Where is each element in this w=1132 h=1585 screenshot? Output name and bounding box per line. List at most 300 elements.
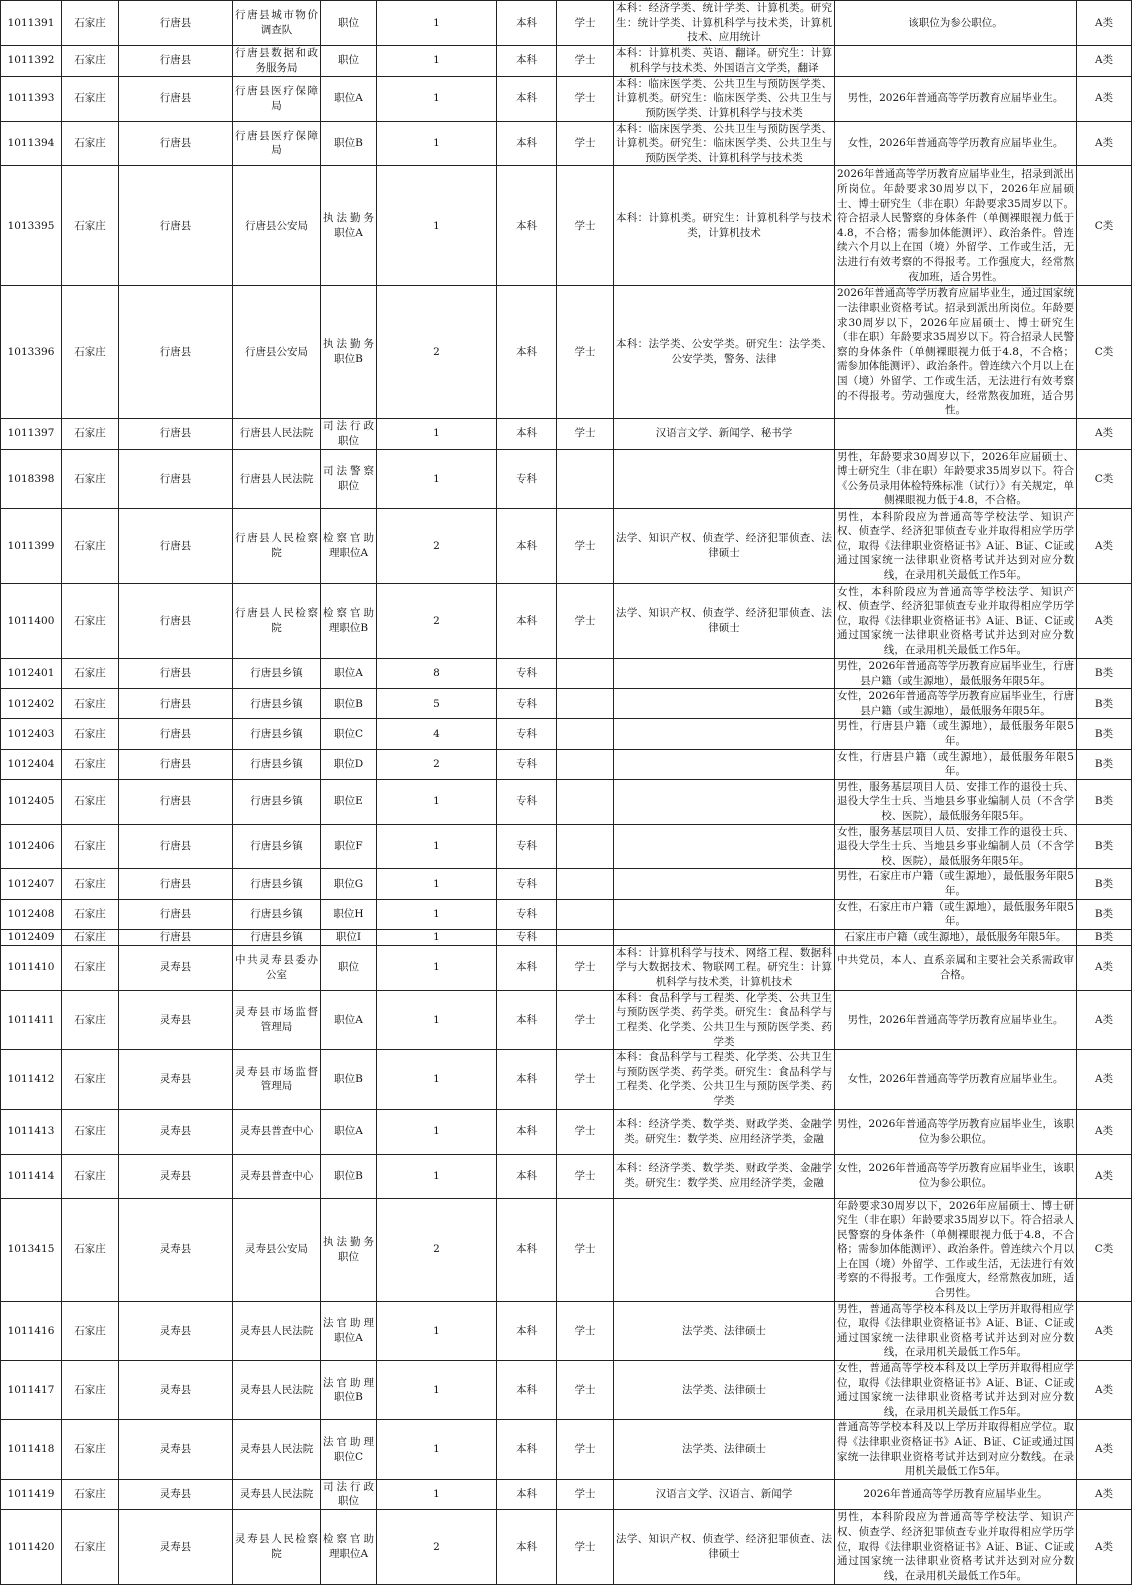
cell-education: 本科: [497, 945, 557, 990]
cell-position-code: 1011412: [1, 1050, 62, 1109]
cell-hiring-unit: 行唐县乡镇: [233, 869, 321, 899]
cell-degree: [557, 929, 614, 945]
cell-position-code: 1011391: [1, 1, 62, 46]
cell-headcount: 1: [377, 418, 497, 449]
cell-major: [614, 869, 835, 899]
table-row: [1, 121, 1132, 166]
cell-city: 石家庄: [62, 1509, 119, 1584]
cell-county: 灵寿县: [119, 1198, 233, 1301]
cell-city: 石家庄: [62, 418, 119, 449]
cell-headcount: 2: [377, 509, 497, 584]
cell-notes: 男性，2026年普通高等学历教育应届毕业生，该职位为参公职位。: [835, 1109, 1077, 1154]
cell-exam-category: B类: [1077, 719, 1132, 749]
table-row: [1, 1301, 1132, 1360]
cell-education: 专科: [497, 719, 557, 749]
cell-county: 灵寿县: [119, 1109, 233, 1154]
cell-exam-category: A类: [1077, 584, 1132, 659]
cell-headcount: 1: [377, 779, 497, 824]
cell-degree: [557, 749, 614, 779]
cell-notes: [835, 418, 1077, 449]
cell-education: 本科: [497, 166, 557, 286]
cell-hiring-unit: 行唐县乡镇: [233, 929, 321, 945]
cell-degree: 学士: [557, 1050, 614, 1109]
cell-headcount: 1: [377, 1420, 497, 1479]
cell-exam-category: A类: [1077, 1050, 1132, 1109]
cell-degree: 学士: [557, 121, 614, 166]
cell-position-name: 职位C: [321, 719, 377, 749]
cell-exam-category: A类: [1077, 1109, 1132, 1154]
cell-exam-category: B类: [1077, 689, 1132, 719]
table-row: [1, 449, 1132, 508]
cell-notes: 普通高等学校本科及以上学历并取得相应学位。取得《法律职业资格证书》A证、B证、C证或通过国家统一法律职业资格考试并达到对应分数线。在录用机关最低工作5年。: [835, 1420, 1077, 1479]
cell-headcount: 1: [377, 1154, 497, 1198]
cell-hiring-unit: 行唐县公安局: [233, 286, 321, 418]
cell-degree: [557, 779, 614, 824]
cell-exam-category: A类: [1077, 990, 1132, 1049]
cell-position-name: 检察官助理职位A: [321, 509, 377, 584]
cell-hiring-unit: 灵寿县市场监督管理局: [233, 990, 321, 1049]
cell-city: 石家庄: [62, 449, 119, 508]
cell-degree: 学士: [557, 990, 614, 1049]
table-row: [1, 76, 1132, 121]
cell-notes: 女性，2026年普通高等学历教育应届毕业生。: [835, 121, 1077, 166]
cell-degree: [557, 899, 614, 929]
cell-position-code: 1013396: [1, 286, 62, 418]
cell-hiring-unit: 行唐县数据和政务服务局: [233, 45, 321, 76]
cell-notes: 2026年普通高等学历教育应届毕业生。: [835, 1479, 1077, 1509]
cell-city: 石家庄: [62, 824, 119, 869]
cell-position-code: 1011411: [1, 990, 62, 1049]
cell-hiring-unit: 行唐县乡镇: [233, 719, 321, 749]
cell-exam-category: B类: [1077, 824, 1132, 869]
cell-major: 本科：食品科学与工程类、化学类、公共卫生与预防医学类、药学类。研究生：食品科学与工程类、化学类、公共卫生与预防医学类、药学类: [614, 1050, 835, 1109]
cell-headcount: 1: [377, 45, 497, 76]
cell-headcount: 8: [377, 659, 497, 689]
cell-hiring-unit: 灵寿县市场监督管理局: [233, 1050, 321, 1109]
table-row: [1, 749, 1132, 779]
cell-city: 石家庄: [62, 1301, 119, 1360]
cell-degree: 学士: [557, 584, 614, 659]
cell-city: 石家庄: [62, 869, 119, 899]
cell-city: 石家庄: [62, 1, 119, 46]
cell-major: 本科：经济学类、数学类、财政学类、金融学类。研究生：数学类、应用经济学类，金融: [614, 1109, 835, 1154]
table-row: [1, 719, 1132, 749]
cell-major: 法学类、法律硕士: [614, 1420, 835, 1479]
cell-position-name: 职位B: [321, 689, 377, 719]
cell-position-name: 职位A: [321, 990, 377, 1049]
cell-city: 石家庄: [62, 1154, 119, 1198]
cell-county: 行唐县: [119, 584, 233, 659]
cell-city: 石家庄: [62, 689, 119, 719]
cell-degree: [557, 824, 614, 869]
cell-degree: 学士: [557, 1420, 614, 1479]
cell-position-name: 司法行政职位: [321, 418, 377, 449]
cell-major: 汉语言文学、新闻学、秘书学: [614, 418, 835, 449]
cell-hiring-unit: 灵寿县人民法院: [233, 1301, 321, 1360]
cell-position-code: 1013395: [1, 166, 62, 286]
cell-hiring-unit: 中共灵寿县委办公室: [233, 945, 321, 990]
cell-hiring-unit: 灵寿县人民法院: [233, 1479, 321, 1509]
cell-notes: 男性，2026年普通高等学历教育应届毕业生。: [835, 990, 1077, 1049]
table-row: [1, 990, 1132, 1049]
cell-city: 石家庄: [62, 749, 119, 779]
cell-education: 本科: [497, 584, 557, 659]
cell-hiring-unit: 行唐县医疗保障局: [233, 76, 321, 121]
cell-position-name: 职位A: [321, 76, 377, 121]
table-row: [1, 824, 1132, 869]
cell-county: 行唐县: [119, 689, 233, 719]
cell-major: [614, 929, 835, 945]
cell-degree: 学士: [557, 1361, 614, 1420]
table-row: [1, 779, 1132, 824]
cell-headcount: 1: [377, 1301, 497, 1360]
cell-position-code: 1011393: [1, 76, 62, 121]
cell-major: 本科：计算机类、英语、翻译。研究生：计算机科学与技术类、外国语言文学类，翻译: [614, 45, 835, 76]
cell-city: 石家庄: [62, 1361, 119, 1420]
table-row: [1, 45, 1132, 76]
cell-position-name: 职位D: [321, 749, 377, 779]
cell-notes: 女性，普通高等学校本科及以上学历并取得相应学位，取得《法律职业资格证书》A证、B证、C证或通过国家统一法律职业资格考试并达到对应分数线，在录用机关最低工作5年。: [835, 1361, 1077, 1420]
cell-position-name: 法官助理职位C: [321, 1420, 377, 1479]
cell-education: 本科: [497, 1154, 557, 1198]
cell-county: 行唐县: [119, 121, 233, 166]
table-row: [1, 929, 1132, 945]
table-row: [1, 945, 1132, 990]
cell-county: 行唐县: [119, 719, 233, 749]
cell-position-name: 职位B: [321, 1050, 377, 1109]
cell-notes: 男性，年龄要求30周岁以下，2026年应届硕士、博士研究生（非在职）年龄要求35周岁以下。符合《公务员录用体检特殊标准（试行）》有关规定，单侧裸眼视力低于4.8，不合格。: [835, 449, 1077, 508]
cell-position-name: 执法勤务职位: [321, 1198, 377, 1301]
cell-county: 行唐县: [119, 659, 233, 689]
cell-headcount: 2: [377, 286, 497, 418]
cell-exam-category: A类: [1077, 1, 1132, 46]
cell-city: 石家庄: [62, 1109, 119, 1154]
cell-position-code: 1012403: [1, 719, 62, 749]
cell-city: 石家庄: [62, 286, 119, 418]
cell-position-code: 1011419: [1, 1479, 62, 1509]
cell-hiring-unit: 行唐县乡镇: [233, 659, 321, 689]
cell-exam-category: C类: [1077, 449, 1132, 508]
cell-major: [614, 659, 835, 689]
cell-position-name: 职位: [321, 45, 377, 76]
cell-major: [614, 689, 835, 719]
cell-headcount: 1: [377, 166, 497, 286]
cell-position-code: 1011413: [1, 1109, 62, 1154]
table-row: [1, 899, 1132, 929]
cell-education: 专科: [497, 869, 557, 899]
table-row: [1, 1, 1132, 46]
cell-major: [614, 1198, 835, 1301]
cell-position-code: 1013415: [1, 1198, 62, 1301]
cell-degree: 学士: [557, 1479, 614, 1509]
cell-exam-category: C类: [1077, 286, 1132, 418]
cell-headcount: 1: [377, 76, 497, 121]
cell-position-name: 执法勤务职位B: [321, 286, 377, 418]
cell-county: 灵寿县: [119, 1479, 233, 1509]
cell-position-name: 法官助理职位B: [321, 1361, 377, 1420]
cell-degree: 学士: [557, 509, 614, 584]
cell-position-name: 职位H: [321, 899, 377, 929]
table-row: [1, 1198, 1132, 1301]
table-row: [1, 1361, 1132, 1420]
cell-education: 本科: [497, 286, 557, 418]
cell-major: 本科：临床医学类、公共卫生与预防医学类、计算机类。研究生：临床医学类、公共卫生与预防医学类、计算机科学与技术类: [614, 121, 835, 166]
cell-degree: [557, 869, 614, 899]
table-row: [1, 1509, 1132, 1584]
cell-major: 汉语言文学、汉语言、新闻学: [614, 1479, 835, 1509]
cell-hiring-unit: 行唐县人民法院: [233, 449, 321, 508]
cell-major: 本科：计算机科学与技术、网络工程、数据科学与大数据技术、物联网工程。研究生：计算机科学与技术类，计算机技术: [614, 945, 835, 990]
cell-position-code: 1012408: [1, 899, 62, 929]
cell-major: 本科：计算机类。研究生：计算机科学与技术类，计算机技术: [614, 166, 835, 286]
cell-exam-category: B类: [1077, 929, 1132, 945]
cell-position-code: 1011414: [1, 1154, 62, 1198]
cell-city: 石家庄: [62, 1198, 119, 1301]
cell-city: 石家庄: [62, 899, 119, 929]
cell-city: 石家庄: [62, 45, 119, 76]
table-row: [1, 659, 1132, 689]
cell-education: 本科: [497, 1050, 557, 1109]
cell-position-code: 1011392: [1, 45, 62, 76]
cell-headcount: 1: [377, 1050, 497, 1109]
cell-major: 本科：经济学类、统计学类、计算机类。研究生：统计学类、计算机科学与技术类，计算机技术、应用统计: [614, 1, 835, 46]
cell-headcount: 1: [377, 121, 497, 166]
cell-notes: 年龄要求30周岁以下，2026年应届硕士、博士研究生（非在职）年龄要求35周岁以下。符合招录人民警察的身体条件（单侧裸眼视力低于4.8，不合格；需参加体能测评）、政治条件。曾连续六个月以上在国（境）外留学、工作或生活，无法进行有效考察的不得报考。工作强度大，经常熬夜加班，适合男性。: [835, 1198, 1077, 1301]
cell-major: [614, 449, 835, 508]
cell-education: 本科: [497, 76, 557, 121]
table-row: [1, 166, 1132, 286]
cell-major: 本科：经济学类、数学类、财政学类、金融学类。研究生：数学类、应用经济学类，金融: [614, 1154, 835, 1198]
cell-major: 法学、知识产权、侦查学、经济犯罪侦查、法律硕士: [614, 584, 835, 659]
table-row: [1, 1479, 1132, 1509]
cell-exam-category: A类: [1077, 418, 1132, 449]
cell-major: 法学类、法律硕士: [614, 1361, 835, 1420]
table-row: [1, 1109, 1132, 1154]
table-row: [1, 584, 1132, 659]
cell-education: 专科: [497, 689, 557, 719]
cell-city: 石家庄: [62, 1420, 119, 1479]
cell-county: 行唐县: [119, 869, 233, 899]
cell-exam-category: B类: [1077, 899, 1132, 929]
cell-education: 本科: [497, 1198, 557, 1301]
cell-education: 本科: [497, 1509, 557, 1584]
cell-position-name: 职位B: [321, 121, 377, 166]
cell-degree: 学士: [557, 1509, 614, 1584]
cell-exam-category: B类: [1077, 659, 1132, 689]
cell-hiring-unit: 行唐县乡镇: [233, 689, 321, 719]
cell-exam-category: A类: [1077, 1479, 1132, 1509]
cell-major: 本科：法学类、公安学类。研究生：法学类、公安学类，警务、法律: [614, 286, 835, 418]
cell-position-name: 司法警察职位: [321, 449, 377, 508]
table-row: [1, 689, 1132, 719]
cell-headcount: 1: [377, 1361, 497, 1420]
cell-city: 石家庄: [62, 1479, 119, 1509]
cell-notes: 女性，行唐县户籍（或生源地），最低服务年限5年。: [835, 749, 1077, 779]
cell-notes: 男性，行唐县户籍（或生源地），最低服务年限5年。: [835, 719, 1077, 749]
cell-exam-category: A类: [1077, 45, 1132, 76]
cell-position-code: 1012402: [1, 689, 62, 719]
cell-position-code: 1012401: [1, 659, 62, 689]
cell-notes: 女性，2026年普通高等学历教育应届毕业生，行唐县户籍（或生源地），最低服务年限5年。: [835, 689, 1077, 719]
cell-notes: 男性，石家庄市户籍（或生源地），最低服务年限5年。: [835, 869, 1077, 899]
cell-degree: 学士: [557, 76, 614, 121]
cell-position-code: 1018398: [1, 449, 62, 508]
cell-headcount: 1: [377, 1109, 497, 1154]
cell-position-code: 1011416: [1, 1301, 62, 1360]
cell-headcount: 1: [377, 869, 497, 899]
cell-county: 灵寿县: [119, 1420, 233, 1479]
cell-degree: 学士: [557, 166, 614, 286]
cell-education: 专科: [497, 824, 557, 869]
cell-position-code: 1011420: [1, 1509, 62, 1584]
cell-education: 本科: [497, 121, 557, 166]
cell-position-name: 职位: [321, 945, 377, 990]
cell-county: 灵寿县: [119, 945, 233, 990]
cell-position-code: 1012404: [1, 749, 62, 779]
cell-exam-category: B类: [1077, 869, 1132, 899]
cell-city: 石家庄: [62, 659, 119, 689]
cell-degree: 学士: [557, 1198, 614, 1301]
cell-hiring-unit: 行唐县公安局: [233, 166, 321, 286]
cell-city: 石家庄: [62, 719, 119, 749]
cell-education: 本科: [497, 1420, 557, 1479]
cell-hiring-unit: 行唐县人民检察院: [233, 509, 321, 584]
cell-position-code: 1011399: [1, 509, 62, 584]
cell-county: 行唐县: [119, 418, 233, 449]
cell-city: 石家庄: [62, 945, 119, 990]
cell-city: 石家庄: [62, 509, 119, 584]
cell-county: 灵寿县: [119, 1509, 233, 1584]
cell-position-name: 职位E: [321, 779, 377, 824]
cell-notes: 男性，本科阶段应为普通高等学校法学、知识产权、侦查学、经济犯罪侦查专业并取得相应学历学位，取得《法律职业资格证书》A证、B证、C证或通过国家统一法律职业资格考试并达到对应分数线，在录用机关最低工作5年。: [835, 1509, 1077, 1584]
cell-education: 本科: [497, 1, 557, 46]
cell-headcount: 1: [377, 1, 497, 46]
cell-notes: 该职位为参公职位。: [835, 1, 1077, 46]
cell-hiring-unit: 行唐县乡镇: [233, 749, 321, 779]
cell-exam-category: C类: [1077, 1198, 1132, 1301]
cell-county: 行唐县: [119, 286, 233, 418]
cell-position-name: 法官助理职位A: [321, 1301, 377, 1360]
cell-county: 行唐县: [119, 1, 233, 46]
table-row: [1, 1050, 1132, 1109]
cell-notes: 2026年普通高等学历教育应届毕业生，通过国家统一法律职业资格考试。招录到派出所岗位。年龄要求30周岁以下，2026年应届硕士、博士研究生（非在职）年龄要求35周岁以下。符合招录人民警察的身体条件（单侧裸眼视力低于4.8，不合格；需参加体能测评）、政治条件。曾连续六个月以上在国（境）外留学、工作或生活，无法进行有效考察的不得报考。劳动强度大，经常熬夜加班，适合男性。: [835, 286, 1077, 418]
cell-degree: 学士: [557, 1301, 614, 1360]
cell-hiring-unit: 灵寿县人民检察院: [233, 1509, 321, 1584]
cell-exam-category: A类: [1077, 1420, 1132, 1479]
table-row: [1, 869, 1132, 899]
cell-city: 石家庄: [62, 121, 119, 166]
cell-notes: 石家庄市户籍（或生源地），最低服务年限5年。: [835, 929, 1077, 945]
cell-hiring-unit: 行唐县城市物价调查队: [233, 1, 321, 46]
cell-degree: 学士: [557, 45, 614, 76]
cell-city: 石家庄: [62, 990, 119, 1049]
cell-city: 石家庄: [62, 929, 119, 945]
cell-education: 专科: [497, 779, 557, 824]
table-body: [1, 1, 1132, 1585]
cell-position-name: 职位: [321, 1, 377, 46]
cell-notes: 男性，2026年普通高等学历教育应届毕业生。: [835, 76, 1077, 121]
cell-headcount: 5: [377, 689, 497, 719]
cell-major: 法学类、法律硕士: [614, 1301, 835, 1360]
cell-headcount: 1: [377, 990, 497, 1049]
cell-hiring-unit: 灵寿县人民法院: [233, 1361, 321, 1420]
cell-exam-category: C类: [1077, 166, 1132, 286]
cell-education: 专科: [497, 899, 557, 929]
cell-hiring-unit: 行唐县乡镇: [233, 824, 321, 869]
cell-notes: 男性，普通高等学校本科及以上学历并取得相应学位，取得《法律职业资格证书》A证、B证、C证或通过国家统一法律职业资格考试并达到对应分数线，在录用机关最低工作5年。: [835, 1301, 1077, 1360]
cell-hiring-unit: 灵寿县人民法院: [233, 1420, 321, 1479]
cell-exam-category: A类: [1077, 509, 1132, 584]
cell-position-name: 职位F: [321, 824, 377, 869]
cell-headcount: 1: [377, 1479, 497, 1509]
table-row: [1, 509, 1132, 584]
cell-education: 本科: [497, 509, 557, 584]
cell-position-code: 1012407: [1, 869, 62, 899]
cell-county: 行唐县: [119, 899, 233, 929]
cell-county: 行唐县: [119, 779, 233, 824]
cell-notes: 女性，2026年普通高等学历教育应届毕业生，该职位为参公职位。: [835, 1154, 1077, 1198]
cell-degree: 学士: [557, 1, 614, 46]
cell-degree: 学士: [557, 1109, 614, 1154]
cell-city: 石家庄: [62, 1050, 119, 1109]
cell-city: 石家庄: [62, 584, 119, 659]
cell-position-code: 1011417: [1, 1361, 62, 1420]
cell-position-code: 1012406: [1, 824, 62, 869]
cell-headcount: 1: [377, 824, 497, 869]
cell-county: 灵寿县: [119, 1301, 233, 1360]
cell-hiring-unit: 行唐县人民检察院: [233, 584, 321, 659]
table-row: [1, 286, 1132, 418]
cell-education: 专科: [497, 929, 557, 945]
cell-major: 本科：食品科学与工程类、化学类、公共卫生与预防医学类、药学类。研究生：食品科学与工程类、化学类、公共卫生与预防医学类、药学类: [614, 990, 835, 1049]
cell-headcount: 2: [377, 1198, 497, 1301]
cell-notes: 中共党员，本人、直系亲属和主要社会关系需政审合格。: [835, 945, 1077, 990]
cell-headcount: 1: [377, 899, 497, 929]
cell-degree: [557, 659, 614, 689]
cell-exam-category: B类: [1077, 779, 1132, 824]
cell-notes: 男性，服务基层项目人员、安排工作的退役士兵、退役大学生士兵、当地县乡事业编制人员（不含学校、医院），最低服务年限5年。: [835, 779, 1077, 824]
cell-position-name: 检察官助理职位B: [321, 584, 377, 659]
cell-major: [614, 824, 835, 869]
cell-position-code: 1011400: [1, 584, 62, 659]
cell-position-name: 职位A: [321, 659, 377, 689]
cell-position-code: 1011397: [1, 418, 62, 449]
cell-position-name: 职位A: [321, 1109, 377, 1154]
cell-exam-category: A类: [1077, 76, 1132, 121]
cell-position-name: 司法行政职位: [321, 1479, 377, 1509]
cell-notes: [835, 45, 1077, 76]
cell-headcount: 1: [377, 945, 497, 990]
cell-degree: 学士: [557, 945, 614, 990]
cell-notes: 2026年普通高等学历教育应届毕业生，招录到派出所岗位。年龄要求30周岁以下，2026年应届硕士、博士研究生（非在职）年龄要求35周岁以下。符合招录人民警察的身体条件（单侧裸眼视力低于4.8，不合格；需参加体能测评）、政治条件。曾连续六个月以上在国（境）外留学、工作或生活，无法进行有效考察的不得报考。工作强度大，经常熬夜加班，适合男性。: [835, 166, 1077, 286]
cell-exam-category: A类: [1077, 121, 1132, 166]
cell-education: 本科: [497, 1301, 557, 1360]
cell-position-name: 检察官助理职位A: [321, 1509, 377, 1584]
cell-major: 法学、知识产权、侦查学、经济犯罪侦查、法律硕士: [614, 509, 835, 584]
cell-county: 行唐县: [119, 166, 233, 286]
cell-notes: 男性，本科阶段应为普通高等学校法学、知识产权、侦查学、经济犯罪侦查专业并取得相应学历学位，取得《法律职业资格证书》A证、B证、C证或通过国家统一法律职业资格考试并达到对应分数线，在录用机关最低工作5年。: [835, 509, 1077, 584]
cell-major: [614, 779, 835, 824]
cell-county: 灵寿县: [119, 1361, 233, 1420]
cell-major: 法学、知识产权、侦查学、经济犯罪侦查、法律硕士: [614, 1509, 835, 1584]
cell-county: 行唐县: [119, 509, 233, 584]
cell-hiring-unit: 灵寿县公安局: [233, 1198, 321, 1301]
cell-position-code: 1011394: [1, 121, 62, 166]
cell-exam-category: B类: [1077, 749, 1132, 779]
cell-notes: 男性，2026年普通高等学历教育应届毕业生，行唐县户籍（或生源地），最低服务年限5年。: [835, 659, 1077, 689]
cell-exam-category: A类: [1077, 1361, 1132, 1420]
cell-education: 专科: [497, 659, 557, 689]
